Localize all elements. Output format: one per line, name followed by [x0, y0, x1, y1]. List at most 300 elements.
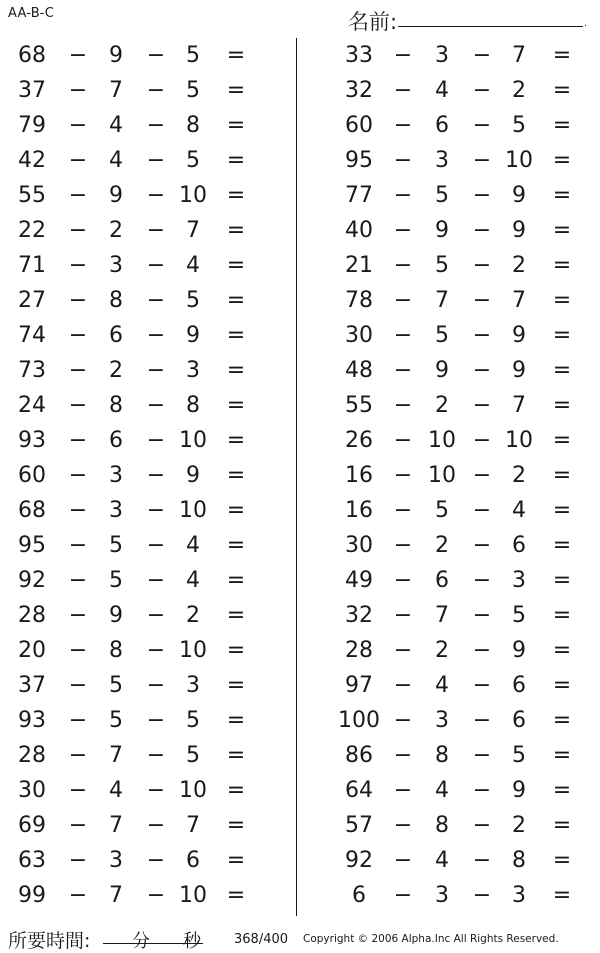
equals-sign: =: [552, 673, 572, 698]
second-subtrahend: 5: [186, 288, 200, 313]
second-subtrahend: 5: [186, 43, 200, 68]
minus-sign: −: [68, 498, 88, 523]
second-subtrahend: 3: [512, 568, 526, 593]
minuend: 55: [18, 183, 46, 208]
equals-sign: =: [552, 78, 572, 103]
problem-row: [0, 283, 600, 318]
name-field-line[interactable]: [398, 26, 583, 27]
minus-sign: −: [68, 778, 88, 803]
minus-sign: −: [146, 323, 166, 348]
minus-sign: −: [393, 218, 413, 243]
minutes-unit: 分: [132, 931, 150, 952]
minuend: 28: [18, 743, 46, 768]
first-subtrahend: 8: [109, 638, 123, 663]
equals-sign: =: [552, 603, 572, 628]
second-subtrahend: 2: [186, 603, 200, 628]
minuend: 32: [345, 603, 373, 628]
equals-sign: =: [552, 708, 572, 733]
minuend: 93: [18, 428, 46, 453]
equals-sign: =: [552, 253, 572, 278]
first-subtrahend: 4: [109, 113, 123, 138]
problem-row: [0, 843, 600, 878]
second-subtrahend: 2: [512, 463, 526, 488]
second-subtrahend: 5: [186, 708, 200, 733]
problem-row: [0, 563, 600, 598]
minus-sign: −: [472, 463, 492, 488]
minuend: 30: [345, 533, 373, 558]
equals-sign: =: [226, 43, 246, 68]
second-subtrahend: 5: [186, 148, 200, 173]
equals-sign: =: [226, 323, 246, 348]
minus-sign: −: [472, 638, 492, 663]
minus-sign: −: [393, 848, 413, 873]
minus-sign: −: [146, 288, 166, 313]
second-subtrahend: 2: [512, 813, 526, 838]
minus-sign: −: [68, 148, 88, 173]
minus-sign: −: [146, 568, 166, 593]
first-subtrahend: 7: [109, 78, 123, 103]
minus-sign: −: [393, 428, 413, 453]
first-subtrahend: 3: [109, 498, 123, 523]
minus-sign: −: [146, 673, 166, 698]
minus-sign: −: [393, 148, 413, 173]
second-subtrahend: 10: [505, 148, 533, 173]
worksheet-code: AA-B-C: [8, 6, 54, 21]
first-subtrahend: 9: [109, 603, 123, 628]
second-subtrahend: 10: [179, 638, 207, 663]
minus-sign: −: [146, 883, 166, 908]
minuend: 63: [18, 848, 46, 873]
minus-sign: −: [68, 743, 88, 768]
equals-sign: =: [226, 883, 246, 908]
minuend: 69: [18, 813, 46, 838]
minus-sign: −: [146, 393, 166, 418]
minuend: 92: [18, 568, 46, 593]
second-subtrahend: 9: [512, 183, 526, 208]
copyright-notice: Copyright © 2006 Alpha.Inc All Rights Reserved.: [303, 933, 559, 945]
problem-row: [0, 423, 600, 458]
minuend: 78: [345, 288, 373, 313]
first-subtrahend: 8: [109, 288, 123, 313]
first-subtrahend: 9: [109, 183, 123, 208]
second-subtrahend: 8: [186, 393, 200, 418]
second-subtrahend: 9: [186, 463, 200, 488]
second-subtrahend: 7: [512, 288, 526, 313]
minuend: 30: [345, 323, 373, 348]
equals-sign: =: [226, 673, 246, 698]
minus-sign: −: [68, 358, 88, 383]
second-subtrahend: 6: [512, 708, 526, 733]
second-subtrahend: 10: [179, 498, 207, 523]
time-label: 所要時間:: [8, 930, 91, 952]
second-subtrahend: 8: [512, 848, 526, 873]
second-subtrahend: 7: [186, 218, 200, 243]
minus-sign: −: [472, 673, 492, 698]
second-subtrahend: 8: [186, 113, 200, 138]
second-subtrahend: 9: [186, 323, 200, 348]
minus-sign: −: [68, 323, 88, 348]
first-subtrahend: 6: [435, 568, 449, 593]
minuend: 71: [18, 253, 46, 278]
minus-sign: −: [68, 463, 88, 488]
minus-sign: −: [393, 113, 413, 138]
second-subtrahend: 3: [512, 883, 526, 908]
problem-row: [0, 738, 600, 773]
first-subtrahend: 2: [109, 358, 123, 383]
first-subtrahend: 4: [435, 778, 449, 803]
second-subtrahend: 9: [512, 323, 526, 348]
equals-sign: =: [226, 393, 246, 418]
first-subtrahend: 6: [109, 428, 123, 453]
first-subtrahend: 7: [109, 883, 123, 908]
first-subtrahend: 9: [435, 218, 449, 243]
minus-sign: −: [393, 288, 413, 313]
minuend: 33: [345, 43, 373, 68]
minus-sign: −: [472, 43, 492, 68]
minus-sign: −: [472, 218, 492, 243]
minus-sign: −: [472, 568, 492, 593]
minus-sign: −: [146, 113, 166, 138]
minus-sign: −: [472, 253, 492, 278]
minus-sign: −: [472, 603, 492, 628]
first-subtrahend: 5: [435, 183, 449, 208]
second-subtrahend: 5: [186, 78, 200, 103]
second-subtrahend: 10: [179, 428, 207, 453]
equals-sign: =: [226, 463, 246, 488]
equals-sign: =: [552, 148, 572, 173]
first-subtrahend: 10: [428, 428, 456, 453]
problem-row: [0, 213, 600, 248]
minuend: 26: [345, 428, 373, 453]
equals-sign: =: [552, 813, 572, 838]
minuend: 30: [18, 778, 46, 803]
minuend: 60: [345, 113, 373, 138]
minus-sign: −: [146, 78, 166, 103]
minuend: 97: [345, 673, 373, 698]
minus-sign: −: [472, 708, 492, 733]
minus-sign: −: [393, 183, 413, 208]
equals-sign: =: [226, 603, 246, 628]
first-subtrahend: 5: [109, 708, 123, 733]
minus-sign: −: [472, 743, 492, 768]
equals-sign: =: [226, 218, 246, 243]
equals-sign: =: [226, 778, 246, 803]
second-subtrahend: 4: [512, 498, 526, 523]
minus-sign: −: [393, 603, 413, 628]
first-subtrahend: 5: [109, 568, 123, 593]
equals-sign: =: [552, 113, 572, 138]
minuend: 22: [18, 218, 46, 243]
minus-sign: −: [393, 673, 413, 698]
minus-sign: −: [68, 428, 88, 453]
first-subtrahend: 5: [435, 498, 449, 523]
equals-sign: =: [226, 113, 246, 138]
minus-sign: −: [68, 848, 88, 873]
minuend: 27: [18, 288, 46, 313]
first-subtrahend: 7: [435, 288, 449, 313]
second-subtrahend: 4: [186, 568, 200, 593]
minus-sign: −: [68, 43, 88, 68]
equals-sign: =: [226, 78, 246, 103]
second-subtrahend: 9: [512, 218, 526, 243]
problem-row: [0, 388, 600, 423]
first-subtrahend: 9: [109, 43, 123, 68]
minus-sign: −: [472, 848, 492, 873]
minus-sign: −: [146, 148, 166, 173]
minus-sign: −: [393, 883, 413, 908]
problem-row: [0, 178, 600, 213]
minuend: 95: [18, 533, 46, 558]
first-subtrahend: 8: [435, 743, 449, 768]
second-subtrahend: 5: [512, 603, 526, 628]
second-subtrahend: 5: [512, 113, 526, 138]
equals-sign: =: [552, 568, 572, 593]
problem-row: [0, 633, 600, 668]
first-subtrahend: 3: [435, 883, 449, 908]
second-subtrahend: 5: [512, 743, 526, 768]
problem-row: [0, 493, 600, 528]
minus-sign: −: [68, 813, 88, 838]
problem-row: [0, 773, 600, 808]
minus-sign: −: [472, 183, 492, 208]
second-subtrahend: 10: [505, 428, 533, 453]
equals-sign: =: [552, 358, 572, 383]
minus-sign: −: [472, 883, 492, 908]
equals-sign: =: [552, 848, 572, 873]
equals-sign: =: [226, 743, 246, 768]
minuend: 57: [345, 813, 373, 838]
second-subtrahend: 5: [186, 743, 200, 768]
first-subtrahend: 10: [428, 463, 456, 488]
minus-sign: −: [68, 638, 88, 663]
minuend: 40: [345, 218, 373, 243]
equals-sign: =: [552, 638, 572, 663]
equals-sign: =: [226, 148, 246, 173]
equals-sign: =: [226, 358, 246, 383]
minus-sign: −: [472, 813, 492, 838]
second-subtrahend: 4: [186, 253, 200, 278]
minus-sign: −: [146, 848, 166, 873]
minuend: 95: [345, 148, 373, 173]
minuend: 60: [18, 463, 46, 488]
problem-row: [0, 878, 600, 913]
first-subtrahend: 2: [109, 218, 123, 243]
minuend: 32: [345, 78, 373, 103]
second-subtrahend: 9: [512, 638, 526, 663]
minus-sign: −: [146, 183, 166, 208]
second-subtrahend: 6: [512, 533, 526, 558]
equals-sign: =: [226, 183, 246, 208]
minuend: 68: [18, 43, 46, 68]
equals-sign: =: [226, 848, 246, 873]
minus-sign: −: [393, 743, 413, 768]
minus-sign: −: [146, 463, 166, 488]
equals-sign: =: [226, 253, 246, 278]
first-subtrahend: 4: [109, 148, 123, 173]
equals-sign: =: [226, 708, 246, 733]
problem-row: [0, 73, 600, 108]
equals-sign: =: [552, 778, 572, 803]
minus-sign: −: [472, 498, 492, 523]
first-subtrahend: 5: [435, 323, 449, 348]
equals-sign: =: [226, 428, 246, 453]
minus-sign: −: [393, 568, 413, 593]
minus-sign: −: [146, 708, 166, 733]
minus-sign: −: [146, 778, 166, 803]
minus-sign: −: [68, 393, 88, 418]
first-subtrahend: 5: [109, 533, 123, 558]
second-subtrahend: 7: [512, 393, 526, 418]
second-subtrahend: 9: [512, 778, 526, 803]
equals-sign: =: [552, 393, 572, 418]
minus-sign: −: [146, 428, 166, 453]
minuend: 68: [18, 498, 46, 523]
minus-sign: −: [68, 113, 88, 138]
minus-sign: −: [68, 253, 88, 278]
minus-sign: −: [472, 323, 492, 348]
equals-sign: =: [226, 498, 246, 523]
second-subtrahend: 7: [512, 43, 526, 68]
second-subtrahend: 6: [512, 673, 526, 698]
minus-sign: −: [472, 428, 492, 453]
minuend: 20: [18, 638, 46, 663]
equals-sign: =: [552, 743, 572, 768]
minus-sign: −: [146, 603, 166, 628]
equals-sign: =: [226, 638, 246, 663]
second-subtrahend: 7: [186, 813, 200, 838]
second-subtrahend: 10: [179, 883, 207, 908]
first-subtrahend: 6: [109, 323, 123, 348]
minuend: 16: [345, 498, 373, 523]
first-subtrahend: 9: [435, 358, 449, 383]
problem-row: [0, 38, 600, 73]
minuend: 28: [345, 638, 373, 663]
minuend: 64: [345, 778, 373, 803]
minus-sign: −: [393, 393, 413, 418]
first-subtrahend: 5: [435, 253, 449, 278]
minus-sign: −: [68, 708, 88, 733]
problem-row: [0, 108, 600, 143]
equals-sign: =: [552, 533, 572, 558]
minus-sign: −: [393, 813, 413, 838]
minus-sign: −: [393, 323, 413, 348]
name-label: 名前:: [348, 10, 398, 34]
minus-sign: −: [472, 533, 492, 558]
second-subtrahend: 3: [186, 673, 200, 698]
minuend: 55: [345, 393, 373, 418]
minus-sign: −: [146, 498, 166, 523]
minuend: 37: [18, 78, 46, 103]
minus-sign: −: [68, 568, 88, 593]
equals-sign: =: [226, 533, 246, 558]
seconds-unit: 秒: [183, 931, 201, 952]
minus-sign: −: [472, 778, 492, 803]
first-subtrahend: 6: [435, 113, 449, 138]
minus-sign: −: [393, 533, 413, 558]
minus-sign: −: [146, 533, 166, 558]
minus-sign: −: [146, 638, 166, 663]
first-subtrahend: 3: [109, 253, 123, 278]
minus-sign: −: [393, 638, 413, 663]
equals-sign: =: [552, 463, 572, 488]
minuend: 77: [345, 183, 373, 208]
equals-sign: =: [552, 43, 572, 68]
equals-sign: =: [226, 568, 246, 593]
minuend: 24: [18, 393, 46, 418]
minus-sign: −: [68, 183, 88, 208]
minus-sign: −: [146, 218, 166, 243]
minus-sign: −: [146, 743, 166, 768]
minus-sign: −: [472, 393, 492, 418]
first-subtrahend: 3: [435, 43, 449, 68]
minuend: 79: [18, 113, 46, 138]
minuend: 92: [345, 848, 373, 873]
equals-sign: =: [552, 183, 572, 208]
minuend: 48: [345, 358, 373, 383]
minus-sign: −: [393, 778, 413, 803]
minus-sign: −: [68, 673, 88, 698]
problem-row: [0, 598, 600, 633]
first-subtrahend: 4: [109, 778, 123, 803]
minus-sign: −: [68, 288, 88, 313]
problem-row: [0, 458, 600, 493]
second-subtrahend: 10: [179, 183, 207, 208]
equals-sign: =: [226, 813, 246, 838]
first-subtrahend: 3: [109, 463, 123, 488]
minus-sign: −: [68, 78, 88, 103]
problem-row: [0, 703, 600, 738]
problem-row: [0, 668, 600, 703]
problem-row: [0, 528, 600, 563]
minuend: 16: [345, 463, 373, 488]
second-subtrahend: 6: [186, 848, 200, 873]
problem-row: [0, 248, 600, 283]
second-subtrahend: 10: [179, 778, 207, 803]
minuend: 6: [352, 883, 366, 908]
minus-sign: −: [393, 253, 413, 278]
first-subtrahend: 4: [435, 673, 449, 698]
name-field-end: .: [584, 18, 588, 29]
minus-sign: −: [393, 78, 413, 103]
equals-sign: =: [552, 218, 572, 243]
first-subtrahend: 7: [109, 813, 123, 838]
minus-sign: −: [472, 113, 492, 138]
first-subtrahend: 2: [435, 533, 449, 558]
second-subtrahend: 9: [512, 358, 526, 383]
first-subtrahend: 7: [109, 743, 123, 768]
minus-sign: −: [68, 883, 88, 908]
equals-sign: =: [552, 883, 572, 908]
first-subtrahend: 8: [109, 393, 123, 418]
second-subtrahend: 2: [512, 253, 526, 278]
first-subtrahend: 8: [435, 813, 449, 838]
minuend: 21: [345, 253, 373, 278]
minus-sign: −: [472, 148, 492, 173]
minus-sign: −: [68, 533, 88, 558]
first-subtrahend: 2: [435, 638, 449, 663]
first-subtrahend: 2: [435, 393, 449, 418]
minuend: 28: [18, 603, 46, 628]
minuend: 74: [18, 323, 46, 348]
minuend: 93: [18, 708, 46, 733]
minus-sign: −: [472, 288, 492, 313]
minus-sign: −: [146, 43, 166, 68]
minus-sign: −: [393, 43, 413, 68]
equals-sign: =: [226, 288, 246, 313]
problem-row: [0, 353, 600, 388]
first-subtrahend: 7: [435, 603, 449, 628]
equals-sign: =: [552, 428, 572, 453]
